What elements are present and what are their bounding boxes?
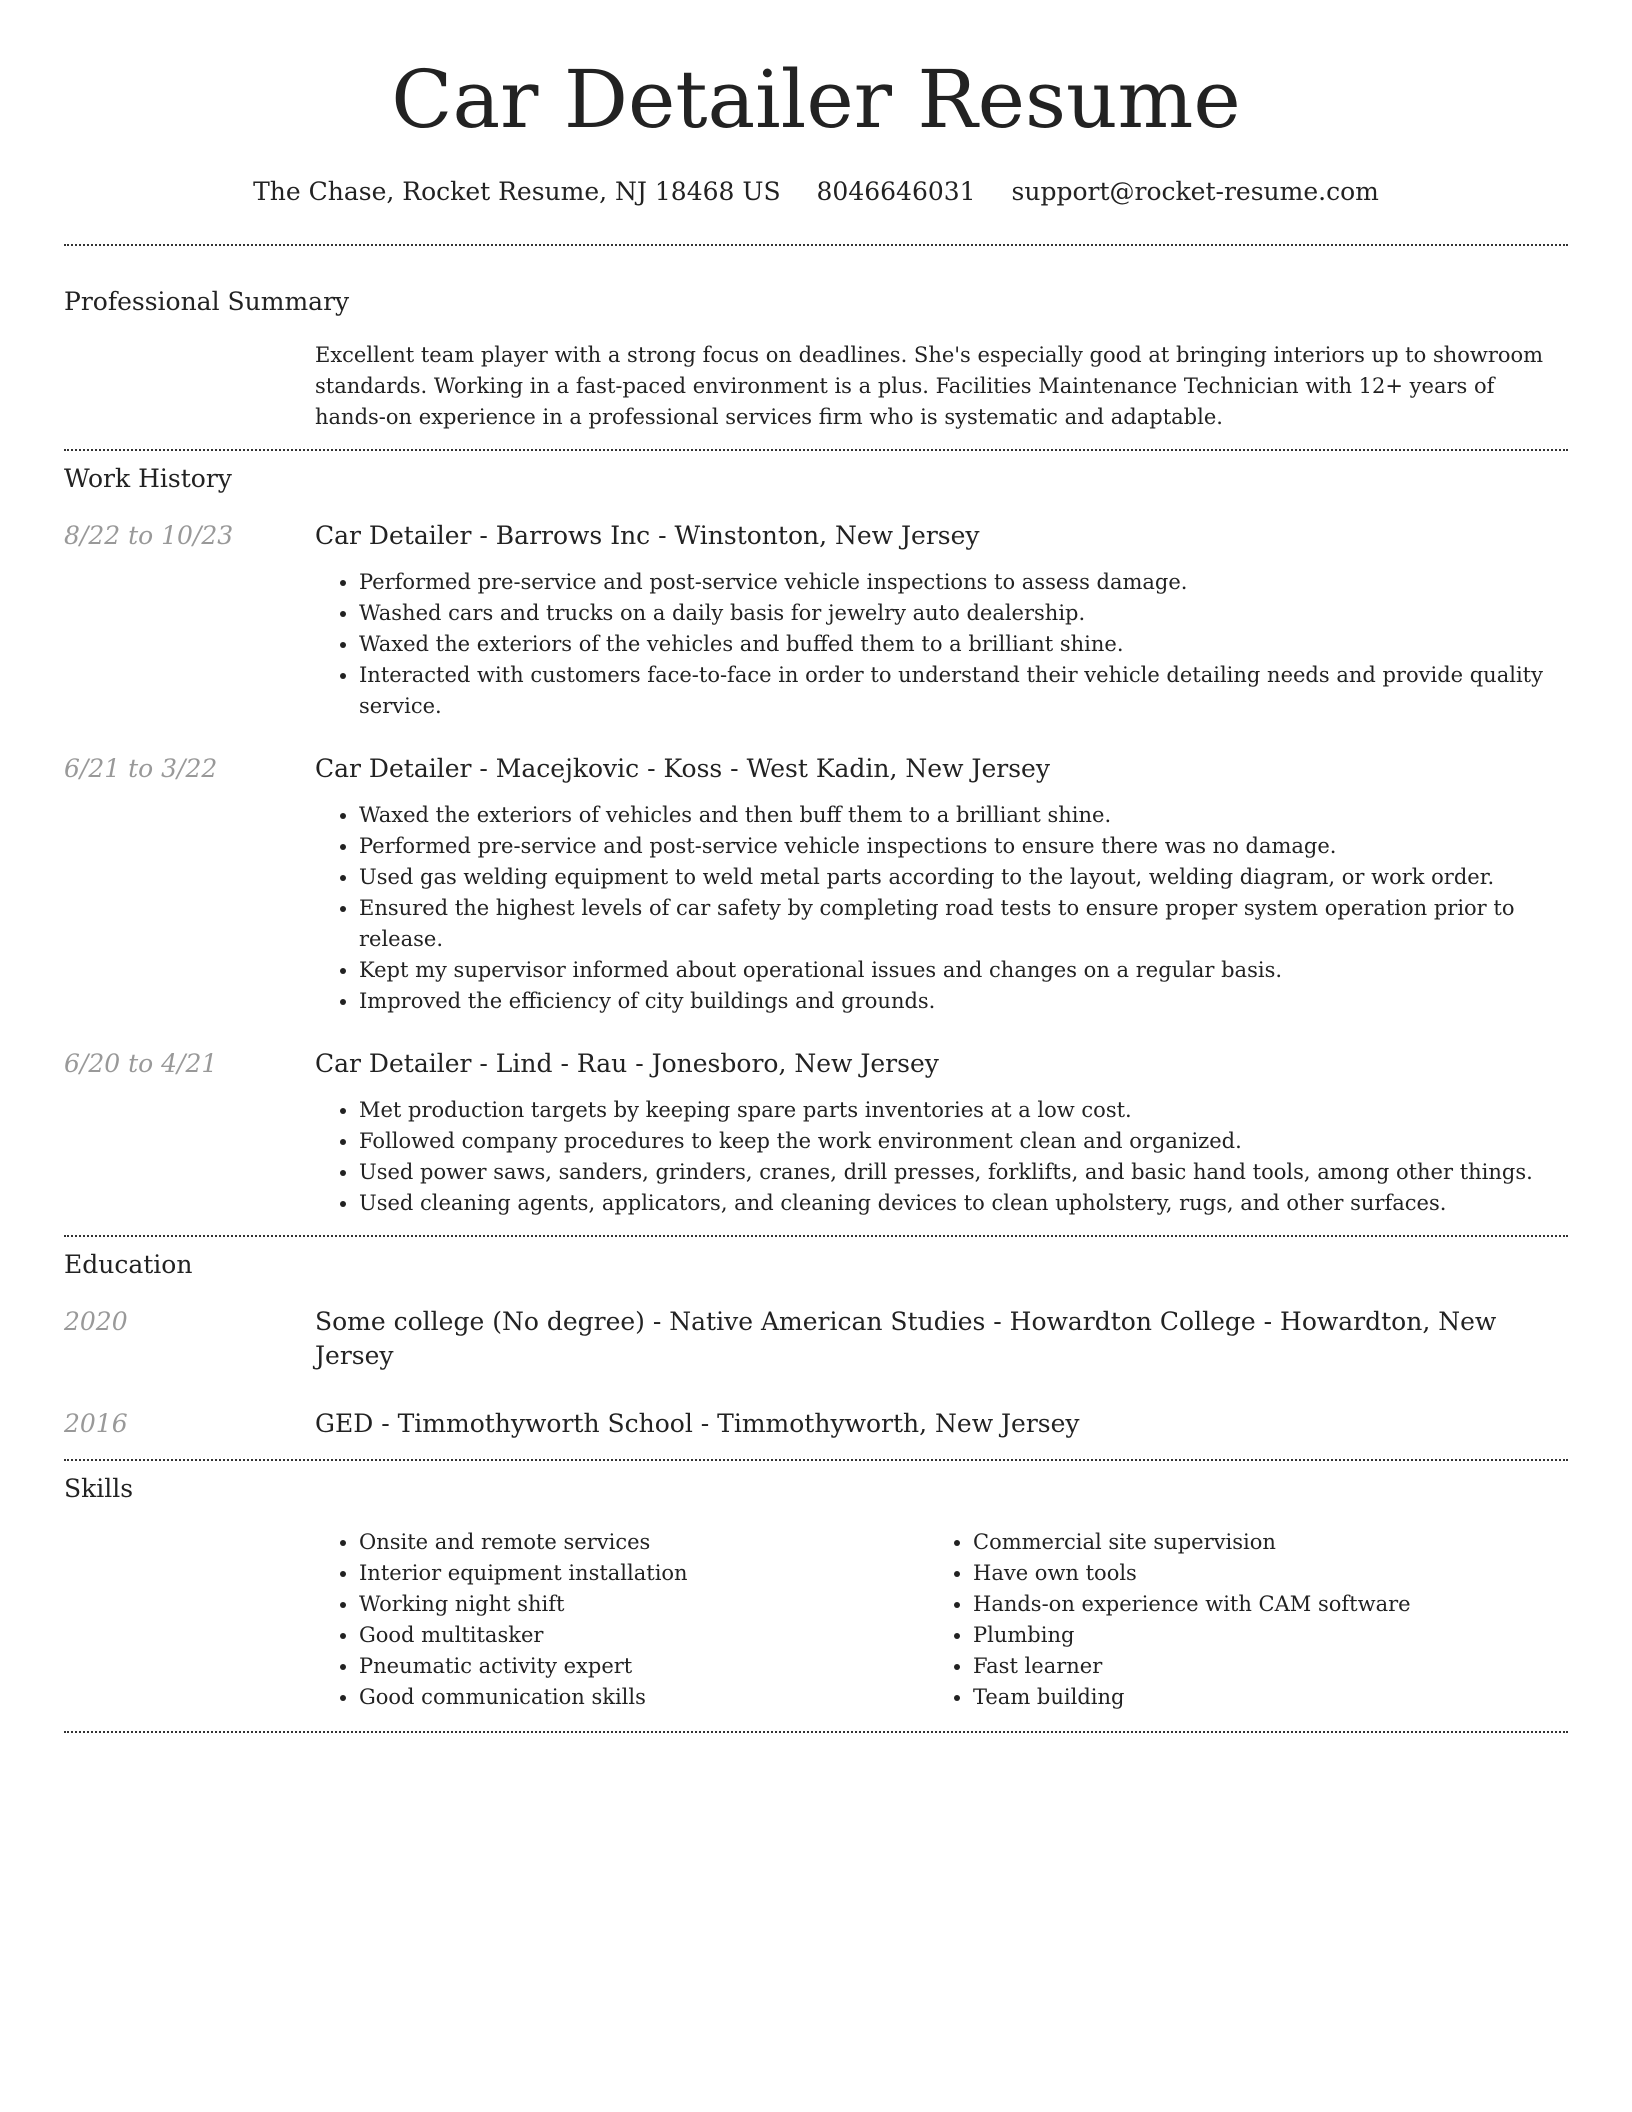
job-bullets xyxy=(64,567,1568,722)
list-item: • Performed pre-service and post-service vehicle inspections to ensure there was no damage. xyxy=(359,831,1568,862)
divider xyxy=(64,1459,1568,1461)
list-item: • Followed company procedures to keep the work environment clean and organized. xyxy=(359,1126,1568,1157)
list-item: • Good multitasker xyxy=(359,1620,929,1651)
section-heading-education: Education xyxy=(64,1250,193,1279)
education-text: Some college (No degree) - Native American Studies - Howardton College - Howardton, New Jersey xyxy=(315,1307,1497,1370)
list-item: • Interacted with customers face-to-face in order to understand their vehicle detailing needs and provide quality service. xyxy=(359,660,1568,722)
divider xyxy=(64,244,1568,246)
job-dates: 6/21 to 3/22 xyxy=(64,754,218,783)
list-item: • Onsite and remote services xyxy=(359,1527,929,1558)
skills-list xyxy=(315,1527,1568,1713)
job-dates: 6/20 to 4/21 xyxy=(64,1049,218,1078)
contact-address: The Chase, Rocket Resume, NJ 18468 US xyxy=(253,177,781,206)
divider xyxy=(64,1731,1568,1733)
list-item: • Team building xyxy=(973,1682,1543,1713)
list-item: • Ensured the highest levels of car safety by completing road tests to ensure proper system operation prior to release. xyxy=(359,893,1568,955)
job-title: Car Detailer - Lind - Rau - Jonesboro, New Jersey xyxy=(315,1049,939,1078)
list-item: • Working night shift xyxy=(359,1589,929,1620)
section-heading-work-history: Work History xyxy=(64,464,232,493)
contact-phone: 8046646031 xyxy=(816,177,976,206)
resume-title: Car Detailer Resume xyxy=(391,53,1241,146)
list-item: • Have own tools xyxy=(973,1558,1543,1589)
job-bullets xyxy=(64,800,1568,1017)
contact-line xyxy=(64,176,1568,208)
list-item: • Used gas welding equipment to weld metal parts according to the layout, welding diagram, or work order. xyxy=(359,862,1568,893)
list-item: • Waxed the exteriors of vehicles and then buff them to a brilliant shine. xyxy=(359,800,1568,831)
education-text: GED - Timmothyworth School - Timmothyworth, New Jersey xyxy=(315,1409,1080,1438)
list-item: • Hands-on experience with CAM software xyxy=(973,1589,1543,1620)
list-item: • Used cleaning agents, applicators, and cleaning devices to clean upholstery, rugs, and other surfaces. xyxy=(359,1188,1568,1219)
job-entry xyxy=(64,752,1568,1017)
list-item: • Met production targets by keeping spare parts inventories at a low cost. xyxy=(359,1095,1568,1126)
summary-text: Excellent team player with a strong focus on deadlines. She's especially good at bringing interiors up to showroom standards. Working in a fast-paced environment is a plus. Facilities Maintenance Technician with 12+ years of hands-on experience in a professional services firm who is systematic and adaptable. xyxy=(315,343,1544,429)
list-item: • Kept my supervisor informed about operational issues and changes on a regular basis. xyxy=(359,955,1568,986)
skills-column-left xyxy=(315,1527,929,1713)
list-item: • Washed cars and trucks on a daily basis for jewelry auto dealership. xyxy=(359,598,1568,629)
job-entry xyxy=(64,519,1568,722)
resume-page xyxy=(64,0,1568,1733)
job-entry xyxy=(64,1047,1568,1219)
divider xyxy=(64,449,1568,451)
education-year: 2016 xyxy=(64,1409,128,1438)
education-entry xyxy=(64,1305,1568,1373)
divider xyxy=(64,1235,1568,1237)
list-item: • Interior equipment installation xyxy=(359,1558,929,1589)
list-item: • Pneumatic activity expert xyxy=(359,1651,929,1682)
job-bullets xyxy=(64,1095,1568,1219)
list-item: • Plumbing xyxy=(973,1620,1543,1651)
contact-email[interactable]: support@rocket-resume.com xyxy=(1011,177,1379,206)
section-heading-summary: Professional Summary xyxy=(64,287,350,316)
section-heading-skills: Skills xyxy=(64,1474,134,1503)
job-dates: 8/22 to 10/23 xyxy=(64,521,234,550)
list-item: • Fast learner xyxy=(973,1651,1543,1682)
list-item: • Performed pre-service and post-service vehicle inspections to assess damage. xyxy=(359,567,1568,598)
job-title: Car Detailer - Barrows Inc - Winstonton, New Jersey xyxy=(315,521,980,550)
education-year: 2020 xyxy=(64,1307,128,1336)
list-item: • Waxed the exteriors of the vehicles and buffed them to a brilliant shine. xyxy=(359,629,1568,660)
education-entry xyxy=(64,1407,1568,1441)
list-item: • Commercial site supervision xyxy=(973,1527,1543,1558)
job-title: Car Detailer - Macejkovic - Koss - West Kadin, New Jersey xyxy=(315,754,1050,783)
list-item: • Used power saws, sanders, grinders, cranes, drill presses, forklifts, and basic hand tools, among other things. xyxy=(359,1157,1568,1188)
list-item: • Good communication skills xyxy=(359,1682,929,1713)
skills-column-right xyxy=(929,1527,1543,1713)
list-item: • Improved the efficiency of city buildings and grounds. xyxy=(359,986,1568,1017)
